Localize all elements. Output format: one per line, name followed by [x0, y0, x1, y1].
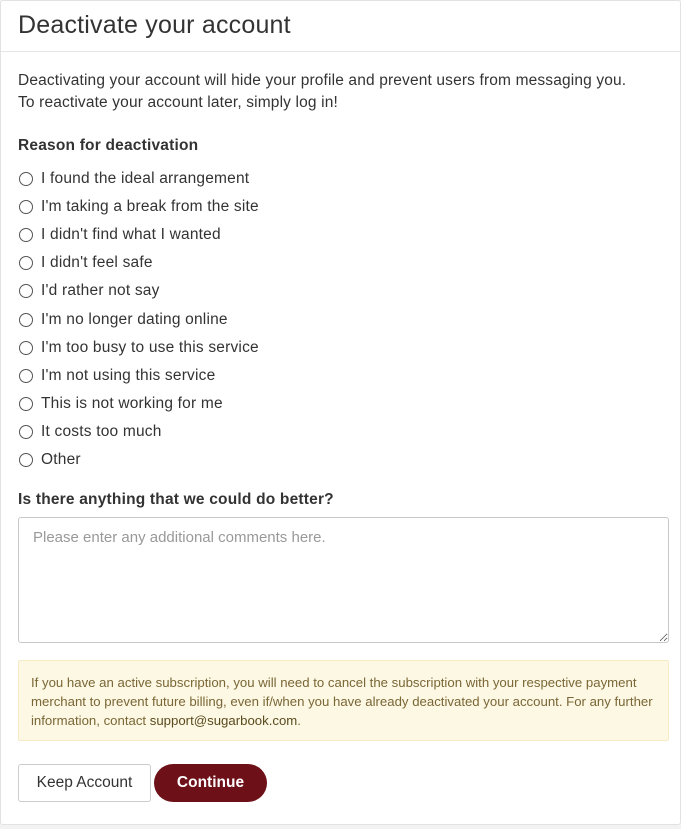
reason-option-label: I'm no longer dating online	[41, 310, 228, 328]
radio-button[interactable]	[19, 313, 33, 327]
comments-textarea[interactable]	[18, 517, 669, 643]
card-header	[1, 1, 680, 52]
reason-option-label: I didn't feel safe	[41, 254, 153, 272]
reason-label: Reason for deactivation	[18, 137, 199, 154]
radio-button[interactable]	[19, 425, 33, 439]
radio-button[interactable]	[19, 284, 33, 298]
reason-option-label: I'm not using this service	[41, 366, 216, 384]
action-buttons	[18, 764, 663, 802]
continue-button[interactable]: Continue	[154, 764, 267, 802]
page-title: Deactivate your account	[18, 11, 291, 39]
radio-button[interactable]	[19, 397, 33, 411]
intro-line-1: Deactivating your account will hide your profile and prevent users from messaging you.	[18, 72, 627, 89]
radio-button[interactable]	[19, 200, 33, 214]
reason-option-not-using[interactable]	[18, 362, 663, 390]
reason-option-taking-break[interactable]	[18, 193, 663, 221]
radio-button[interactable]	[19, 256, 33, 270]
reason-option-label: I'm taking a break from the site	[41, 198, 259, 216]
reason-option-label: I'm too busy to use this service	[41, 338, 259, 356]
support-email-link[interactable]: support@sugarbook.com	[149, 713, 298, 729]
intro-line-2: To reactivate your account later, simply log in!	[18, 94, 338, 111]
notice-text: If you have an active subscription, you will need to cancel the subscription with your respective payment merchant to prevent future billing, even if/when you have already deactivated your account. For any further information, contact	[31, 675, 653, 729]
reason-option-label: I found the ideal arrangement	[41, 170, 250, 188]
reason-option-costs-too-much[interactable]	[18, 418, 663, 446]
radio-button[interactable]	[19, 228, 33, 242]
radio-button[interactable]	[19, 453, 33, 467]
reason-radio-group	[18, 165, 663, 474]
keep-account-button[interactable]: Keep Account	[18, 764, 151, 802]
radio-button[interactable]	[19, 341, 33, 355]
reason-option-rather-not-say[interactable]	[18, 277, 663, 305]
reason-option-other[interactable]	[18, 446, 663, 474]
reason-option-label: I didn't find what I wanted	[41, 226, 221, 244]
card-body	[1, 52, 680, 802]
reason-option-not-working[interactable]	[18, 390, 663, 418]
notice-text-end: .	[297, 713, 301, 729]
reason-option-too-busy[interactable]	[18, 334, 663, 362]
reason-option-ideal-arrangement[interactable]	[18, 165, 663, 193]
reason-option-label: Other	[41, 450, 81, 468]
radio-button[interactable]	[19, 172, 33, 186]
reason-option-no-longer-dating[interactable]	[18, 305, 663, 333]
reason-option-didnt-find[interactable]	[18, 221, 663, 249]
reason-option-didnt-feel-safe[interactable]	[18, 249, 663, 277]
reason-option-label: It costs too much	[41, 422, 162, 440]
reason-option-label: I'd rather not say	[41, 282, 160, 300]
reason-option-label: This is not working for me	[41, 394, 223, 412]
subscription-notice	[18, 660, 669, 741]
feedback-label: Is there anything that we could do better?	[18, 491, 334, 509]
intro-text	[18, 70, 663, 114]
radio-button[interactable]	[19, 369, 33, 383]
